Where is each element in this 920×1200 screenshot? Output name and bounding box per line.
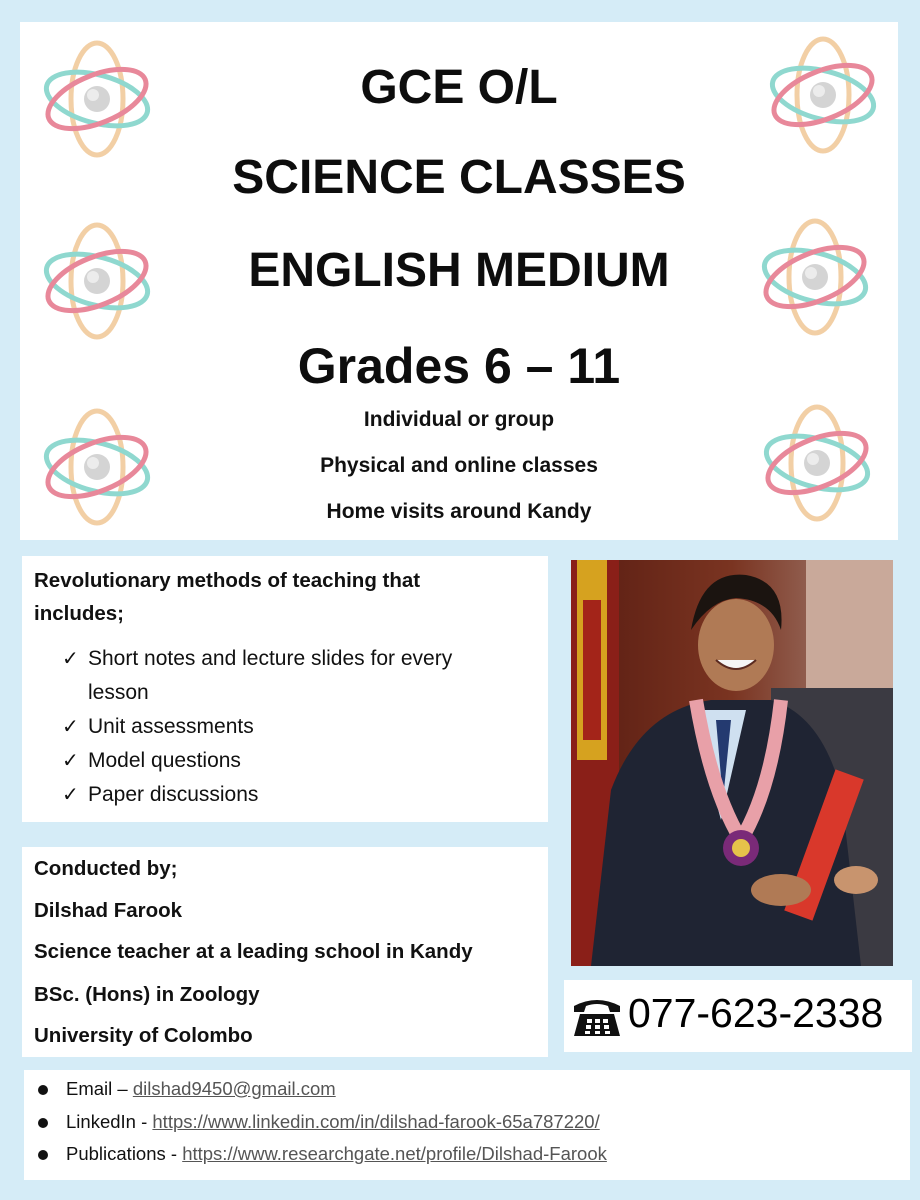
bullet-icon bbox=[38, 1118, 48, 1128]
check-icon: ✓ bbox=[62, 784, 79, 806]
conducted-label: Conducted by; bbox=[34, 857, 178, 880]
contact-label: Publications - bbox=[66, 1143, 183, 1164]
title-line-3: ENGLISH MEDIUM bbox=[248, 244, 670, 297]
list-item-label: Model questions bbox=[88, 749, 241, 772]
contact-linkedin-row bbox=[66, 1111, 600, 1133]
phone-panel bbox=[564, 980, 912, 1052]
list-item-label: lesson bbox=[88, 681, 149, 704]
methods-panel bbox=[22, 556, 548, 822]
list-item bbox=[62, 676, 532, 710]
graduate-illustration bbox=[571, 560, 893, 966]
bullet-icon bbox=[38, 1085, 48, 1095]
contact-label: Email – bbox=[66, 1078, 133, 1099]
list-item bbox=[62, 642, 532, 676]
header-panel bbox=[20, 22, 898, 540]
title-grades: Grades 6 – 11 bbox=[297, 338, 621, 394]
publications-link[interactable]: https://www.researchgate.net/profile/Dilshad-Farook bbox=[182, 1143, 607, 1164]
check-icon: ✓ bbox=[62, 750, 79, 772]
email-link[interactable]: dilshad9450@gmail.com bbox=[132, 1078, 336, 1099]
feature-line: Home visits around Kandy bbox=[326, 500, 592, 523]
title-line-2: SCIENCE CLASSES bbox=[232, 151, 686, 204]
methods-list bbox=[62, 642, 532, 812]
feature-line: Physical and online classes bbox=[320, 454, 598, 477]
teacher-role: Science teacher at a leading school in Kandy bbox=[34, 940, 473, 963]
list-item bbox=[62, 778, 532, 812]
telephone-icon bbox=[570, 994, 624, 1038]
list-item-label: Unit assessments bbox=[88, 715, 254, 738]
title-line-1: GCE O/L bbox=[360, 61, 558, 114]
graduate-photo bbox=[571, 560, 893, 966]
linkedin-link[interactable]: https://www.linkedin.com/in/dilshad-farook-65a787220/ bbox=[152, 1111, 600, 1132]
list-item bbox=[62, 744, 532, 778]
methods-heading bbox=[34, 564, 504, 630]
teacher-degree: BSc. (Hons) in Zoology bbox=[34, 983, 260, 1006]
methods-heading-line: includes; bbox=[34, 602, 124, 625]
feature-line: Individual or group bbox=[363, 408, 555, 431]
list-item-label: Paper discussions bbox=[88, 783, 259, 806]
conducted-panel bbox=[22, 847, 548, 1057]
phone-number[interactable]: 077-623-2338 bbox=[628, 990, 884, 1036]
list-item-label: Short notes and lecture slides for every bbox=[88, 647, 453, 670]
teacher-university: University of Colombo bbox=[34, 1024, 253, 1047]
check-icon: ✓ bbox=[62, 648, 79, 670]
methods-heading-line: Revolutionary methods of teaching that bbox=[34, 569, 421, 592]
bullet-icon bbox=[38, 1150, 48, 1160]
contact-label: LinkedIn - bbox=[66, 1111, 153, 1132]
list-item bbox=[62, 710, 532, 744]
contact-email-row bbox=[66, 1078, 336, 1100]
check-icon: ✓ bbox=[62, 716, 79, 738]
teacher-name: Dilshad Farook bbox=[34, 899, 183, 922]
contact-publications-row bbox=[66, 1143, 607, 1165]
